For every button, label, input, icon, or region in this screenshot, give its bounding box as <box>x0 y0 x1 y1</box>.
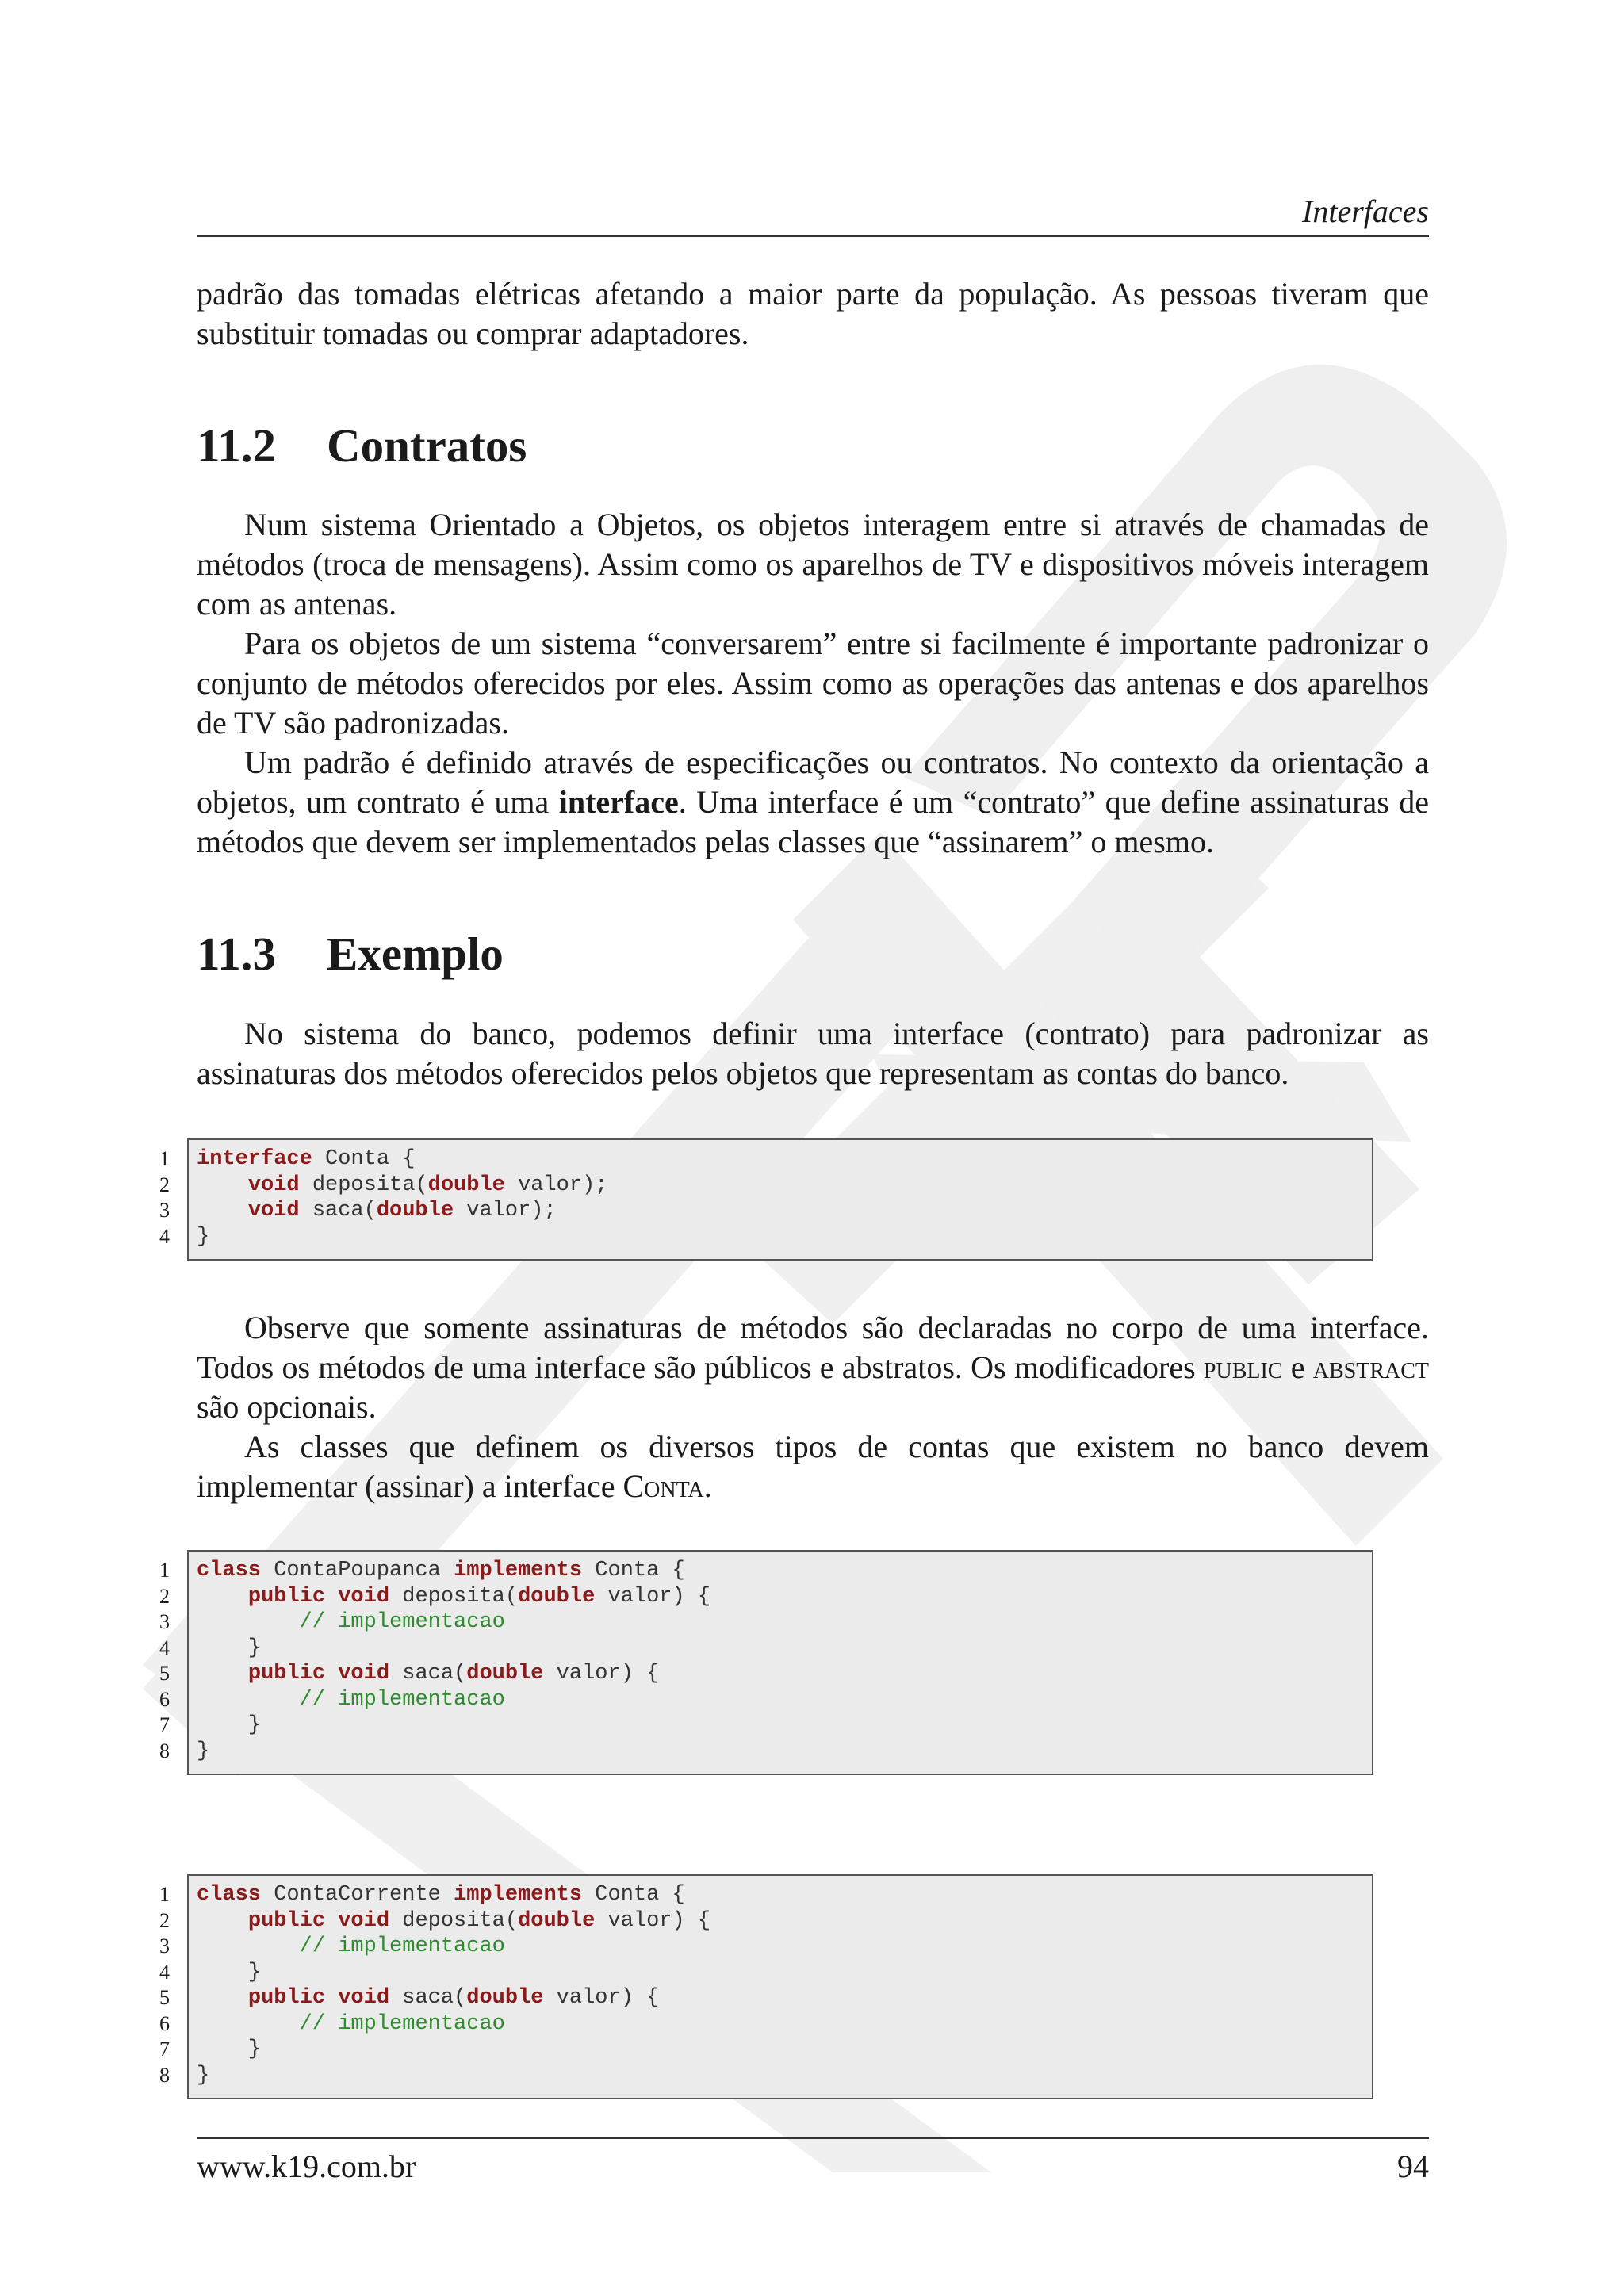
code-keyword: void <box>247 1173 300 1197</box>
code-token: ContaCorrente <box>261 1883 454 1907</box>
code-token: saca( <box>299 1199 377 1223</box>
code-line-number: 8 <box>159 1739 170 1762</box>
code-keyword: double <box>376 1199 454 1223</box>
exemplo-paragraph-2 <box>197 1308 1429 1427</box>
header-rule <box>197 235 1429 237</box>
code-comment: // implementacao <box>299 2011 505 2036</box>
code-line-number: 3 <box>159 1199 170 1222</box>
code-comment: // implementacao <box>299 1687 505 1712</box>
code-token <box>197 1199 248 1223</box>
exemplo-paragraph-3 <box>197 1427 1429 1506</box>
code-keyword: double <box>518 1908 596 1933</box>
page-number: 94 <box>1397 2149 1429 2184</box>
code-line <box>197 1661 710 1687</box>
code-listing <box>197 1882 710 2088</box>
code-line <box>197 1198 608 1224</box>
code-line-number: 2 <box>159 1584 170 1608</box>
code-token: } <box>197 1739 210 1763</box>
code-token: deposita( <box>299 1173 428 1197</box>
footer-rule <box>197 2137 1429 2139</box>
code-token: } <box>197 2038 262 2061</box>
code-token: ContaPoupanca <box>261 1559 454 1582</box>
code-line-number: 4 <box>159 1224 170 1248</box>
text-run: e <box>1282 1349 1313 1385</box>
code-token: valor); <box>504 1173 608 1197</box>
code-line <box>197 1985 710 2011</box>
code-line-number: 4 <box>159 1960 170 1984</box>
code-keyword: double <box>427 1173 505 1197</box>
code-token: deposita( <box>389 1908 519 1933</box>
code-token: valor) { <box>543 1662 660 1686</box>
text-run: Um padrão é definido através de especificações ou contratos. No contexto da orientação a objetos, um contrato é uma <box>197 744 1429 820</box>
code-keyword: double <box>466 1986 544 2010</box>
code-listing <box>197 1558 710 1764</box>
code-line-number: 3 <box>159 1610 170 1633</box>
keyword-public: public <box>1203 1349 1283 1385</box>
code-keyword: implements <box>454 1559 583 1582</box>
contratos-paragraph-1: Num sistema Orientado a Objetos, os objetos interagem entre si através de chamadas de métodos (troca de mensagens). Assim como os aparelhos de TV e dispositivos móveis interagem com as antenas. <box>197 507 1429 622</box>
running-header: Interfaces <box>1302 193 1429 229</box>
code-line <box>197 1934 710 1960</box>
code-line <box>197 1224 608 1250</box>
code-line-number: 7 <box>159 1713 170 1736</box>
code-line-number: 1 <box>159 1559 170 1582</box>
text-run: . <box>703 1468 712 1504</box>
code-token: } <box>197 2063 210 2087</box>
code-line-number: 1 <box>159 1883 170 1906</box>
code-line <box>197 2063 710 2089</box>
code-comment: // implementacao <box>299 1610 505 1634</box>
keyword-abstract: abstract <box>1312 1349 1429 1385</box>
code-token: Conta { <box>312 1147 416 1171</box>
code-line <box>197 1146 608 1173</box>
code-keyword: public void <box>247 1908 390 1933</box>
code-keyword: class <box>197 1559 262 1582</box>
footer-website-link[interactable]: www.k19.com.br <box>197 2149 416 2184</box>
text-run: . Uma interface é um “contrato” que define assinaturas de métodos que devem ser implementados pelas classes que “assinarem” o mesmo. <box>197 784 1429 859</box>
code-line <box>197 1687 710 1713</box>
code-line-number: 5 <box>159 1662 170 1685</box>
text-run: As classes que definem os diversos tipos de contas que existem no banco devem implementar (assinar) a interface <box>197 1429 1429 1504</box>
code-line <box>197 1712 710 1739</box>
section-title: Exemplo <box>327 928 504 980</box>
code-line-number: 2 <box>159 1173 170 1196</box>
code-line-number: 6 <box>159 2011 170 2035</box>
code-line <box>197 2037 710 2063</box>
code-keyword: implements <box>454 1883 583 1907</box>
code-token <box>197 1688 300 1712</box>
code-token <box>197 2012 300 2036</box>
code-line <box>197 1584 710 1610</box>
code-token: } <box>197 1636 262 1660</box>
intro-paragraph: padrão das tomadas elétricas afetando a maior parte da população. As pessoas tiveram que substituir tomadas ou comprar adaptadores. <box>197 276 1429 351</box>
code-line-number: 3 <box>159 1934 170 1957</box>
code-keyword: interface <box>197 1147 312 1171</box>
code-line-number: 1 <box>159 1147 170 1170</box>
section-number: 11.2 <box>197 419 276 472</box>
code-listing <box>197 1146 608 1249</box>
code-line-number: 4 <box>159 1636 170 1659</box>
code-token <box>197 1662 248 1686</box>
code-line <box>197 1739 710 1765</box>
code-line-number: 5 <box>159 1986 170 2009</box>
section-title: Contratos <box>327 419 527 472</box>
code-token: deposita( <box>389 1584 519 1609</box>
section-heading-exemplo <box>197 926 504 982</box>
code-token <box>197 1909 248 1933</box>
code-line-numbers <box>151 1558 170 1764</box>
code-token <box>197 1934 300 1958</box>
code-token: Conta { <box>582 1559 685 1582</box>
code-line-number: 2 <box>159 1908 170 1932</box>
code-token <box>197 1585 248 1609</box>
section-heading-contratos <box>197 418 527 473</box>
code-token <box>197 1610 300 1634</box>
code-token: saca( <box>389 1986 467 2010</box>
bold-term-interface: interface <box>558 784 679 820</box>
code-line-number: 8 <box>159 2063 170 2087</box>
code-token <box>197 1986 248 2010</box>
code-line-numbers <box>151 1882 170 2088</box>
code-keyword: void <box>247 1199 300 1223</box>
code-keyword: class <box>197 1883 262 1907</box>
code-keyword: double <box>518 1584 596 1609</box>
code-keyword: double <box>466 1662 544 1686</box>
code-token: valor); <box>454 1199 557 1223</box>
code-token: valor) { <box>543 1986 660 2010</box>
code-line-number: 6 <box>159 1687 170 1711</box>
code-token <box>197 1173 248 1197</box>
code-line <box>197 1882 710 1908</box>
code-line <box>197 1960 710 1986</box>
code-token: valor) { <box>595 1908 711 1933</box>
contratos-paragraph-3 <box>197 743 1429 862</box>
text-run: são opcionais. <box>197 1389 377 1425</box>
code-token: valor) { <box>595 1584 711 1609</box>
code-line <box>197 1558 710 1584</box>
code-line <box>197 2011 710 2038</box>
code-token: } <box>197 1224 210 1249</box>
code-keyword: public void <box>247 1986 390 2010</box>
code-line-numbers <box>151 1146 170 1249</box>
code-line <box>197 1908 710 1934</box>
code-token: Conta { <box>582 1883 685 1907</box>
code-token: saca( <box>389 1662 467 1686</box>
code-comment: // implementacao <box>299 1934 505 1958</box>
code-keyword: public void <box>247 1662 390 1686</box>
interface-name-conta: Conta <box>622 1468 704 1504</box>
code-line-number: 7 <box>159 2038 170 2061</box>
code-line <box>197 1609 710 1636</box>
text-run: Observe que somente assinaturas de métodos são declaradas no corpo de uma interface. Todos os métodos de uma interface são públicos e abstratos. Os modificadores <box>197 1310 1429 1385</box>
code-line <box>197 1636 710 1662</box>
section-number: 11.3 <box>197 928 276 980</box>
code-token: } <box>197 1713 262 1737</box>
exemplo-paragraph-1: No sistema do banco, podemos definir uma interface (contrato) para padronizar as assinaturas dos métodos oferecidos pelos objetos que representam as contas do banco. <box>197 1016 1429 1091</box>
code-keyword: public void <box>247 1584 390 1609</box>
contratos-paragraph-2: Para os objetos de um sistema “conversarem” entre si facilmente é importante padronizar o conjunto de métodos oferecidos por eles. Assim como as operações das antenas e dos aparelhos de TV são padronizadas. <box>197 626 1429 740</box>
code-line <box>197 1173 608 1199</box>
code-token: } <box>197 1960 262 1984</box>
